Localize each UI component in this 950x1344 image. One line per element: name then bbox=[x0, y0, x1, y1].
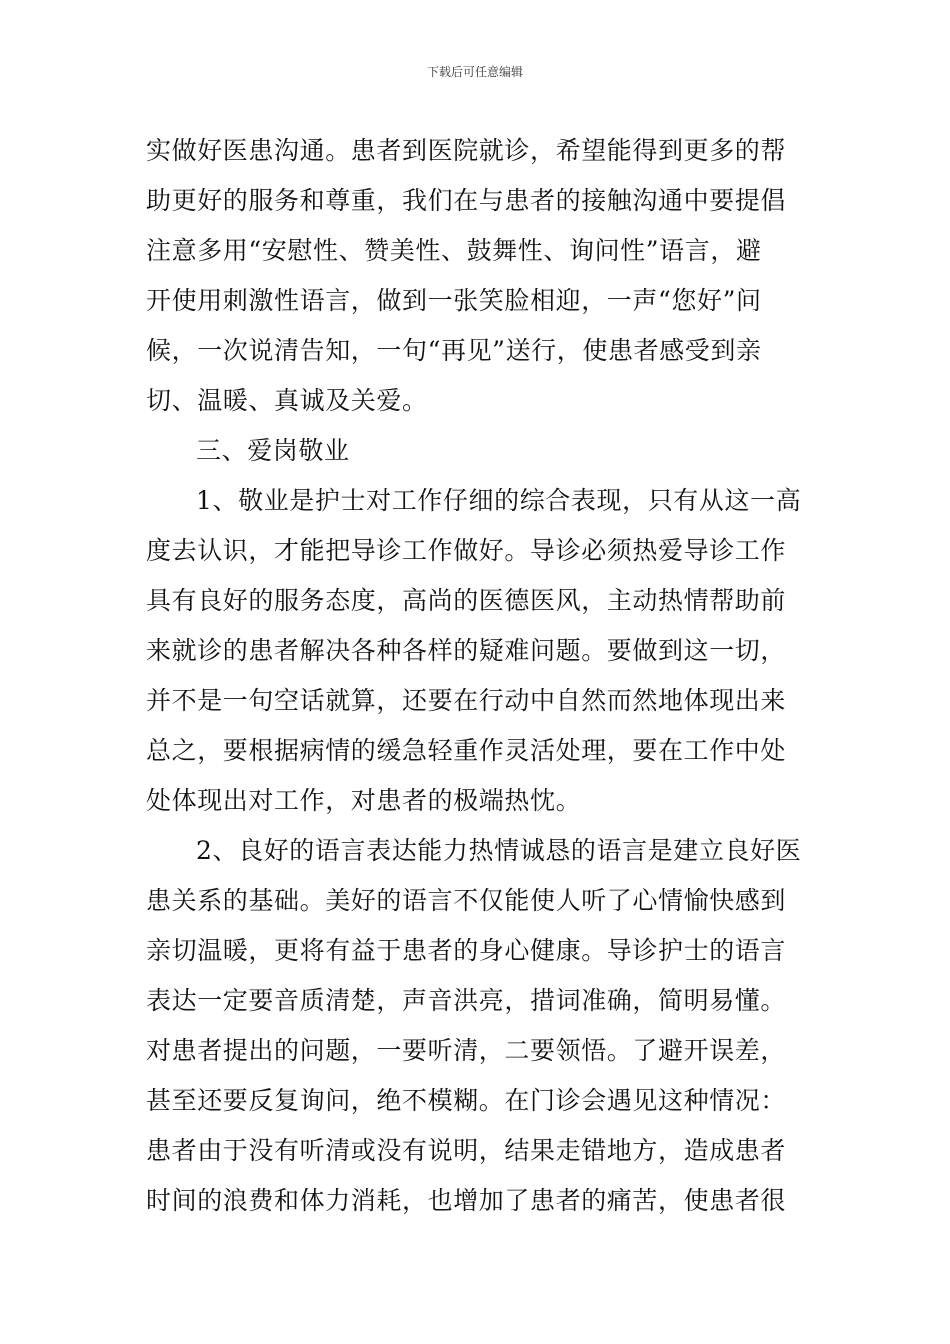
text-line: 具有良好的服务态度，高尚的医德医风，主动热情帮助前 bbox=[146, 586, 787, 615]
text-line: 并不是一句空话就算，还要在行动中自然而然地体现出来 bbox=[146, 686, 787, 715]
text-line: 度去认识，才能把导诊工作做好。导诊必须热爱导诊工作 bbox=[146, 536, 787, 565]
text-line: 时间的浪费和体力消耗，也增加了患者的痛苦，使患者很 bbox=[146, 1186, 787, 1215]
text-line: 开使用刺激性语言，做到一张笑脸相迎，一声“您好”问 bbox=[146, 286, 762, 315]
text-line: 实做好医患沟通。患者到医院就诊，希望能得到更多的帮 bbox=[146, 136, 787, 165]
text-line: 患者由于没有听清或没有说明，结果走错地方，造成患者 bbox=[146, 1136, 787, 1165]
text-line: 患关系的基础。美好的语言不仅能使人听了心情愉快感到 bbox=[146, 886, 787, 915]
text-line: 甚至还要反复询问，绝不模糊。在门诊会遇见这种情况： bbox=[146, 1086, 787, 1115]
text-line: 对患者提出的问题，一要听清，二要领悟。了避开误差， bbox=[146, 1036, 787, 1065]
page-header: 下载后可任意编辑 bbox=[426, 65, 523, 79]
text-line: 注意多用“安慰性、赞美性、鼓舞性、询问性”语言，避 bbox=[146, 236, 762, 265]
text-line: 表达一定要音质清楚，声音洪亮，措词准确，简明易懂。 bbox=[146, 986, 787, 1015]
text-line: 亲切温暖，更将有益于患者的身心健康。导诊护士的语言 bbox=[146, 936, 787, 965]
text-line: 助更好的服务和尊重，我们在与患者的接触沟通中要提倡 bbox=[146, 186, 787, 215]
paragraph-start-line: 2、良好的语言表达能力热情诚恳的语言是建立良好医 bbox=[196, 836, 802, 865]
text-line: 来就诊的患者解决各种各样的疑难问题。要做到这一切， bbox=[146, 636, 787, 665]
text-line: 切、温暖、真诚及关爱。 bbox=[146, 386, 428, 415]
text-line: 处体现出对工作，对患者的极端热忱。 bbox=[146, 786, 582, 815]
section-heading: 三、爱岗敬业 bbox=[196, 436, 350, 465]
text-line: 候，一次说清告知，一句“再见”送行，使患者感受到亲 bbox=[146, 336, 762, 365]
document-body bbox=[146, 126, 812, 1226]
text-line: 总之，要根据病情的缓急轻重作灵活处理，要在工作中处 bbox=[146, 736, 787, 765]
paragraph-start-line: 1、敬业是护士对工作仔细的综合表现，只有从这一高 bbox=[196, 486, 802, 515]
